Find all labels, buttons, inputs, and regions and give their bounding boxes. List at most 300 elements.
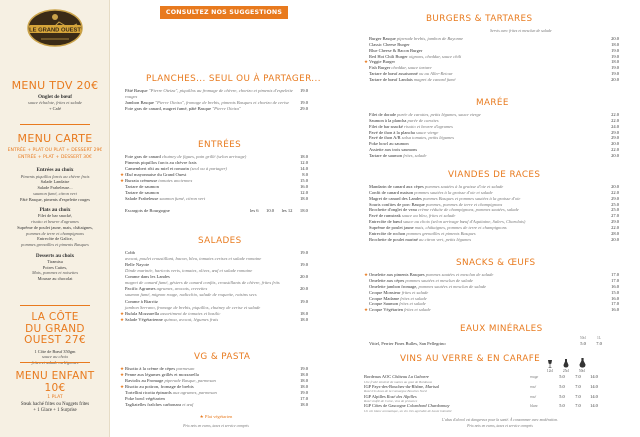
- menu-enfant-line: + 1 Glace + 1 Surprise: [33, 407, 77, 413]
- item-price: 20.0: [611, 236, 619, 242]
- item-price: 29.0: [611, 219, 619, 225]
- item-title: Tortellini ricotta épinards: [125, 390, 173, 396]
- menu-carte-plat: risotto et beurre d'agrumes: [31, 219, 79, 225]
- wine-title: Bordeaux AOC: [364, 374, 393, 379]
- viandes-list: [364, 184, 619, 242]
- vegetarian-legend: ★ Plat végétarien: [199, 414, 233, 419]
- item-title: Brochette de poulet mariné: [369, 236, 419, 242]
- item-title: Entrecôte de rochon: [369, 230, 407, 236]
- vins-title: VINS AU VERRE & EN CARAFE: [400, 354, 541, 364]
- menu-carte-plat: Suprême de poulet jaune, mais, châtaignes,: [17, 224, 93, 230]
- wine-price: 7.0: [575, 403, 581, 409]
- item-price: 19.0: [299, 390, 308, 396]
- item-name: [125, 196, 294, 202]
- cote-line: sauce au choix: [41, 354, 69, 360]
- menu-tdv-line: + Café: [49, 106, 61, 112]
- snacks-title: SNACKS & ŒUFS: [456, 258, 536, 268]
- item-desc: tomates anciennes: [158, 178, 193, 184]
- item-title: Pavé de thon à la plancha: [369, 129, 416, 135]
- item-price: 19.0: [299, 262, 308, 268]
- item-title: Tartare de saumon: [125, 184, 159, 190]
- item-desc: "Pierre Oteiza", piquillos au fromage de chèvre, chorizo et piments d'espelette rouges: [125, 88, 293, 100]
- wine-color: rosé: [530, 384, 537, 389]
- maree-list: [364, 112, 619, 159]
- wine-title: IGP Alpilles: [364, 393, 387, 399]
- item-desc: et œuf: [182, 402, 194, 408]
- menu-tdv-line: Onglet de bœuf: [37, 94, 72, 101]
- item-price: 18.0: [299, 310, 308, 316]
- item-desc: purée de carottes, petits légumes, sauce vierge: [397, 112, 481, 117]
- item-price: 24.0: [611, 123, 619, 129]
- item-title: Belle Nayote: [125, 262, 150, 268]
- item-title: Pavé de rumsteak: [369, 213, 402, 219]
- item-price: 12.0: [299, 160, 308, 166]
- item-desc: "Pierre Oteiza": [212, 106, 241, 112]
- item-desc: oignons, cheddar, sauce chili: [408, 53, 462, 59]
- item-title: Piments piquillos farcis au chèvre frais: [125, 160, 197, 166]
- menu-carte-dessert: Mais, pommes et noisettes: [31, 270, 79, 276]
- item-desc: pommes, pommes de terre et champignons: [425, 201, 503, 207]
- wine-price: 7.0: [575, 393, 581, 399]
- vegetarian-star-icon: ★: [120, 316, 125, 322]
- wine-price: 5.0: [559, 403, 565, 409]
- item-name: Vittel, Perrier Fines Bulles, San Pellegrino: [369, 340, 446, 346]
- carafe-large-icon: [579, 358, 586, 368]
- item-name: [369, 77, 605, 83]
- item-name: [369, 237, 605, 243]
- wine-price: 14.0: [590, 403, 598, 409]
- menu-tdv-line: sauce échalote, frites et salade: [27, 100, 82, 106]
- menu-tdv-title: MENU TDV 20€: [11, 79, 99, 92]
- item-desc: mais, châtaignes, pommes de terre et champignons: [414, 224, 507, 230]
- menu-item: [120, 317, 308, 323]
- wine-desc: Colombard Chardonnay: [406, 403, 450, 409]
- menu-item: [364, 77, 619, 83]
- col-label: 50cl: [578, 369, 586, 373]
- item-title: Comme à Biarritz: [125, 298, 158, 304]
- logo-text: LE GRAND OUEST: [29, 27, 81, 34]
- salades-title: SALADES: [198, 236, 242, 246]
- item-price: 17.0: [611, 301, 619, 307]
- item-price: 8.0: [302, 172, 308, 178]
- wine-glass-icon: [547, 360, 553, 368]
- item-desc: pommes sautées et mesclun de salade: [418, 283, 487, 289]
- suggestion-banner: CONSULTEZ NOS SUGGESTIONS DU MOMENT: [160, 6, 288, 19]
- item-title: Burger Basque: [369, 36, 397, 41]
- item-price: 18.0: [299, 384, 308, 390]
- menu-item: [120, 106, 308, 112]
- menu-column-right: [360, 0, 622, 437]
- item-desc: sauce au choix (selon arrivage bœuf d'Aquitaine, Salers, Charolais): [403, 219, 526, 225]
- burgers-title: BURGERS & TARTARES: [426, 14, 533, 24]
- menu-tdv: [6, 80, 104, 112]
- menu-item: [120, 196, 308, 202]
- item-desc: saumon fumé, citron vert: [159, 196, 206, 202]
- item-desc: piperade Basque, parmesan: [164, 378, 216, 384]
- wine-price: 7.0: [575, 374, 581, 379]
- item-desc: ou au Aller-Retour: [418, 71, 453, 77]
- item-desc: purée de carottes: [407, 117, 439, 123]
- item-price: 25.0: [611, 207, 619, 213]
- item-title: Veggie Burger: [369, 59, 396, 65]
- item-title: Penne aux légumes grillés et mozzarella: [125, 372, 199, 378]
- item-price: 20.0: [611, 77, 619, 83]
- item-desc: pommes grenailles et piments Basques: [406, 230, 476, 236]
- menu-enfant: [6, 371, 104, 414]
- menu-carte-plat: pommes grenailles et piments Basques: [21, 242, 89, 248]
- menu-item: [120, 208, 308, 214]
- wine-sub: Un vin blanc aromatique, un vin très agréable de haute intensité: [364, 408, 452, 413]
- item-title: Croque Végétarien: [369, 307, 405, 313]
- item-price: 17.0: [611, 272, 619, 277]
- vins-list: [364, 374, 602, 413]
- item-title: Croque Saumon: [369, 301, 400, 307]
- eaux-table: [364, 336, 619, 347]
- item-title: Saumon à la plancha: [369, 117, 408, 123]
- item-desc: quinoa, avocat, légumes frais: [163, 316, 219, 322]
- eaux-col-50cl: 50cl: [579, 336, 587, 340]
- item-desc: frites et salade: [400, 295, 427, 301]
- item-price: 15.0: [611, 289, 619, 295]
- item-desc: jambon Serrano, fromage de brebis, piquillos, chutney de cerise et salade: [125, 304, 261, 310]
- item-price: 15.0: [299, 178, 308, 184]
- item-title: Omelette jambon fromage,: [369, 283, 419, 289]
- item-title: Foie gras de canard, magret fumé, pâté Basque: [125, 106, 213, 112]
- item-price: 18.0: [299, 378, 308, 384]
- item-title: Fish Burger: [369, 65, 392, 71]
- item-title: Croque Monsieur: [369, 289, 402, 295]
- wine-color: blanc: [530, 404, 538, 409]
- menu-item: [364, 153, 619, 159]
- item-price: 18.0: [299, 402, 308, 408]
- item-price: 29.0: [611, 129, 619, 135]
- item-desc: chutney de figues, pain grillé (selon arrivage): [162, 154, 247, 159]
- item-price: 19.0: [611, 65, 619, 71]
- entrees-list: [120, 154, 308, 203]
- item-desc: au citron vert, petits légumes: [418, 236, 472, 242]
- item-price: 19.0: [299, 100, 308, 106]
- item-title: Camembert rôti au miel et romarin: [125, 166, 191, 172]
- viandes-title: VIANDES DE RACES: [448, 170, 541, 180]
- item-title: Pacific Agrumes: [125, 286, 157, 292]
- menu-carte-plats-head: Plats au choix: [39, 207, 71, 214]
- wine-price: 5.0: [559, 393, 565, 399]
- item-price: 29.0: [611, 195, 619, 201]
- item-title: Pâté Basque: [125, 88, 149, 93]
- item-desc: risotto et beurre d'agrumes: [404, 123, 453, 129]
- item-desc: magret de canard fumé: [413, 77, 456, 83]
- menu-enfant-sub: 1 PLAT: [47, 395, 63, 401]
- cote-line: frites et salade ou légumes: [31, 360, 79, 366]
- item-price: 25.0: [611, 201, 619, 207]
- item-title: Raviolis au Fromage: [125, 378, 165, 384]
- menu-carte-plat: Filet de bar snacké,: [37, 213, 73, 219]
- menu-carte-plat: Entrecôte de Galice,: [37, 236, 73, 242]
- item-title: Comme dans les Landes: [125, 274, 170, 280]
- item-price: 20.0: [299, 286, 308, 292]
- wine-row: [364, 374, 602, 384]
- item-price: 16.0: [611, 307, 619, 313]
- cote-grand-ouest: [6, 312, 104, 366]
- wine-price: 5.0: [559, 374, 565, 379]
- item-name: [369, 153, 605, 159]
- item-desc: crème réduite de champignons, pommes sautées, salade: [418, 207, 519, 213]
- item-title: Filet de dorade: [369, 112, 398, 117]
- menu-carte-entree: Pâté Basque, piments d'espelette rouges: [20, 196, 90, 202]
- item-title: Tagliatelles fraîches carbonara: [125, 402, 183, 408]
- item-desc: pommes sautées à la graisse d'oie et salade: [424, 184, 504, 189]
- snacks-list: [364, 272, 619, 313]
- cote-line: 1 Côte de Bœuf 350gm: [34, 348, 76, 354]
- wine-desc: Marisal: [425, 383, 440, 389]
- burgers-subtitle: Servis avec frites et mesclun de salade: [490, 28, 552, 33]
- wine-name: [364, 394, 530, 404]
- item-title: Blue Cheese & Bacon Burger: [369, 47, 423, 53]
- item-price: 19.0: [299, 250, 308, 255]
- item-desc: frites, salade: [403, 152, 427, 158]
- item-title: Tartare de saumon: [369, 152, 404, 158]
- menu-carte-title: MENU CARTE: [17, 132, 93, 145]
- wine-row: [364, 403, 602, 413]
- item-title: Tartare de bœuf Landais: [369, 77, 414, 83]
- wine-price: 14.0: [590, 393, 598, 399]
- cote-title: LA CÔTE: [31, 311, 79, 323]
- item-price: 7.0: [596, 340, 602, 346]
- item-title: Assiette aux trois saumons: [369, 147, 418, 153]
- menu-column-left: [116, 0, 321, 437]
- menu-carte-desserts-head: Desserts au choix: [35, 252, 75, 259]
- item-title: Burrata crémeuse: [125, 178, 159, 184]
- item-price: 16.0: [611, 295, 619, 301]
- item-price: 17.0: [611, 277, 619, 283]
- menu-carte: [6, 133, 104, 282]
- item-title: Magret de canard des Landes: [369, 195, 423, 201]
- col-label: 25cl: [562, 369, 570, 373]
- escargots-price-6: 10.0: [266, 208, 275, 213]
- item-price: 19.0: [611, 71, 619, 77]
- eaux-col-1l: 1L: [597, 336, 601, 340]
- item-price: 16.0: [611, 283, 619, 289]
- salades-list: [120, 250, 308, 323]
- vegetarian-star-icon: ★: [364, 307, 369, 313]
- wine-title: IGP Pays-des-Bouches-du-Rhône,: [364, 383, 426, 389]
- item-price: 20.0: [611, 36, 619, 41]
- item-price: 19.0: [611, 47, 619, 53]
- menu-carte-entrees-head: Entrées au choix: [36, 167, 74, 174]
- item-desc: Dinde marinée, haricots verts, tomates, olives, œuf et salade romaine: [125, 268, 253, 274]
- menu-carte-entree: Piments piquillos farcis au chèvre frais: [20, 173, 90, 179]
- item-price: 19.0: [611, 53, 619, 59]
- divider: [20, 124, 90, 125]
- item-title: Risotto à la crème de cèpes: [125, 366, 177, 371]
- wine-price: 5.0: [559, 383, 565, 389]
- item-title: Tartare de saumon: [125, 190, 159, 196]
- item-desc: frites et salade: [399, 301, 426, 307]
- item-title: Entrecôte de bœuf: [369, 219, 404, 225]
- item-price: 29.0: [299, 106, 308, 112]
- item-price: 18.0: [611, 59, 619, 65]
- vegetarian-star-icon: ★: [120, 384, 125, 390]
- burgers-list: [364, 36, 619, 83]
- item-title: Omelette aux piments Basques: [369, 272, 426, 277]
- item-name: [125, 88, 294, 100]
- item-price: 19.0: [299, 88, 308, 93]
- item-desc: piperade brebis, jambon de Bayonne: [396, 36, 464, 41]
- item-title: Brochette d'onglet de veau: [369, 207, 419, 213]
- item-title: Salade Végétarienne: [125, 316, 164, 322]
- vegetarian-star-icon: ★: [364, 272, 369, 277]
- menu-carte-formula: ENTRÉE + PLAT + DESSERT 30€: [18, 154, 92, 160]
- item-title: Filet de bar snacké: [369, 123, 404, 129]
- entrees-title: ENTRÉES: [198, 140, 242, 150]
- item-desc: pommes sautées et mesclun de salade: [425, 272, 494, 277]
- item-desc: sauce vierge: [415, 129, 439, 135]
- wine-row: [364, 394, 602, 404]
- wine-glass-header: [542, 358, 590, 373]
- wine-name: [364, 374, 530, 384]
- menu-item: [120, 402, 308, 408]
- item-price: 14.0: [299, 166, 308, 172]
- carafe-small-icon: [563, 359, 569, 368]
- wine-price: 14.0: [590, 383, 598, 389]
- wine-name: [364, 384, 530, 394]
- escargots-price-12: 18.0: [299, 208, 308, 213]
- wine-title: IGP Côtes de Gascogne: [364, 403, 407, 409]
- wine-color: rouge: [530, 375, 539, 379]
- item-title: Croque Madame: [369, 295, 401, 301]
- menu-carte-dessert: Poires Cuites,: [42, 264, 68, 270]
- item-price: 18.0: [299, 316, 308, 322]
- escargots-label-12: les 12: [281, 208, 293, 213]
- vegetarian-star-icon: ★: [364, 59, 369, 65]
- alcohol-warning: L'abus d'alcool est dangereux pour la santé. À consommer avec modération.: [441, 418, 559, 422]
- item-desc: pommes sautées à la graisse d'oie et salade: [414, 189, 493, 195]
- item-desc: salsa tomates, petits légumes: [401, 135, 454, 141]
- menu-enfant-line: Steak haché frites ou Nuggets frites: [20, 401, 90, 407]
- vegetarian-star-icon: ★: [120, 366, 125, 371]
- planches-list: [120, 88, 308, 112]
- item-title: Suprême de poulet jaune: [369, 224, 415, 230]
- item-title: Red Hot Chili Burger: [369, 53, 409, 59]
- planches-title: PLANCHES... SEUL OU À PARTAGER...: [146, 74, 321, 84]
- wine-name: [364, 403, 530, 413]
- wine-row: [364, 384, 602, 394]
- wine-desc: Château La Gabarre: [392, 374, 429, 379]
- menu-enfant-title: MENU ENFANT 10€: [15, 370, 95, 394]
- item-title: Classic Cheese Burger: [369, 41, 410, 47]
- wine-price: 7.0: [575, 383, 581, 389]
- item-price: 19.0: [299, 366, 308, 371]
- glass-12cl: [542, 360, 558, 373]
- item-price: 29.0: [611, 135, 619, 141]
- item-name: Escargots de Bourgogne: [125, 208, 170, 213]
- item-price: 22.0: [611, 117, 619, 123]
- item-price: 18.0: [299, 372, 308, 378]
- wine-desc: Rosé des Alpilles: [386, 393, 417, 399]
- item-desc: frites et salade: [404, 307, 431, 313]
- vg-pasta-list: [120, 366, 308, 408]
- menu-carte-plat: pommes de terre et champignons: [26, 230, 84, 236]
- item-price: 19.0: [299, 298, 308, 304]
- menu-carte-dessert: Tiramisu: [47, 259, 63, 265]
- item-title: Confit de canard maison: [369, 189, 415, 195]
- item-desc: magret de canard fumé, gésiers de canard confits, croustillants de chèvre, frites frits: [125, 280, 280, 286]
- item-title: Mandarin de canard aux cèpes: [369, 184, 425, 189]
- item-price: 16.0: [299, 184, 308, 190]
- divider: [20, 362, 90, 363]
- item-price: 18.0: [299, 154, 308, 159]
- item-price: 22.0: [611, 112, 619, 117]
- item-price: 20.0: [611, 152, 619, 158]
- menu-carte-entree: saumon fumé, citron vert: [33, 190, 77, 196]
- item-title: Poke bowl végétarien: [125, 396, 165, 402]
- vegetarian-star-icon: ★: [120, 310, 125, 316]
- vg-pasta-title: VG & PASTA: [194, 352, 251, 362]
- footer-note: Prix nets en euros, taxes et service compris: [183, 424, 249, 428]
- item-price: 20.0: [299, 274, 308, 280]
- menu-carte-entree: Salade Landaise: [40, 179, 70, 185]
- item-title: Omelette aux cèpes: [369, 277, 406, 283]
- menu-item: [364, 237, 619, 243]
- item-name: [125, 106, 294, 112]
- item-desc: avocat, poulet croustillant, bacon, bleu, tomates cerises et salade romaine: [125, 256, 262, 262]
- footer-note: Prix nets en euros, taxes et service compris: [467, 424, 533, 428]
- item-price: 20.0: [611, 184, 619, 189]
- wine-price: 14.0: [590, 374, 598, 379]
- item-desc: aux agrumes, parmesan: [172, 390, 217, 396]
- escargots-prices: [250, 208, 308, 214]
- item-name: [125, 402, 294, 408]
- item-title: Souris confites de porc Basque: [369, 201, 426, 207]
- item-desc: agrumes, avocats, crevettes: [156, 286, 208, 292]
- item-title: Tartare de bœuf assaisonné: [369, 71, 419, 77]
- vegetarian-star-icon: ★: [120, 178, 125, 184]
- vegetarian-star-icon: ★: [120, 172, 125, 178]
- menu-item: [364, 307, 619, 313]
- wine-sub: Rosé très doux de la Camargue Bouches Nord: [364, 389, 427, 394]
- item-price: 22.0: [611, 224, 619, 230]
- item-title: Poke bowl au saumon: [369, 141, 409, 147]
- escargots-row: [120, 208, 308, 214]
- item-price: 27.0: [611, 213, 619, 219]
- divider: [20, 305, 90, 306]
- item-name: [369, 59, 605, 65]
- item-desc: frites et salade: [401, 289, 429, 295]
- eaux-title: EAUX MINÉRALES: [460, 324, 543, 334]
- item-title: Œuf mayonnaise du Grand Ouest: [125, 172, 187, 178]
- item-title: Bufala Mozzarella: [125, 310, 161, 316]
- menu-carte-entree: Salade Frabeleuse...: [37, 185, 73, 191]
- wine-color: rosé: [530, 394, 537, 399]
- item-desc: pommes Basques et pommes sautées à la graisse d'oie: [422, 195, 521, 201]
- glass-25cl: [558, 359, 574, 373]
- menu-item: [120, 88, 308, 100]
- item-title: Salade Frabeleuse: [125, 196, 160, 202]
- wine-sub: Une fruité minéral de nantes au gout de Bordeaux: [364, 379, 433, 384]
- item-desc: saumon fumé, mignon rouge, radicchio, salade de roquette, raisins secs: [125, 292, 257, 298]
- item-price: 12.0: [299, 190, 308, 196]
- menu-carte-dessert: Mousse au chocolat: [37, 276, 73, 282]
- item-title: Cobb: [125, 250, 135, 255]
- item-desc: parmesan: [176, 366, 195, 371]
- menu-carte-formula: ENTRÉE + PLAT OU PLAT + DESSERT 29€: [7, 148, 103, 154]
- item-desc: (seul ou à partager): [190, 166, 227, 172]
- logo-badge-icon: [25, 6, 85, 50]
- glass-50cl: [574, 358, 590, 373]
- item-name: [369, 307, 605, 313]
- item-price: 20.0: [611, 141, 619, 147]
- item-desc: "Pierre Oteiza", fromage de brebis, piments Basques et chorizo de cerise: [155, 100, 290, 106]
